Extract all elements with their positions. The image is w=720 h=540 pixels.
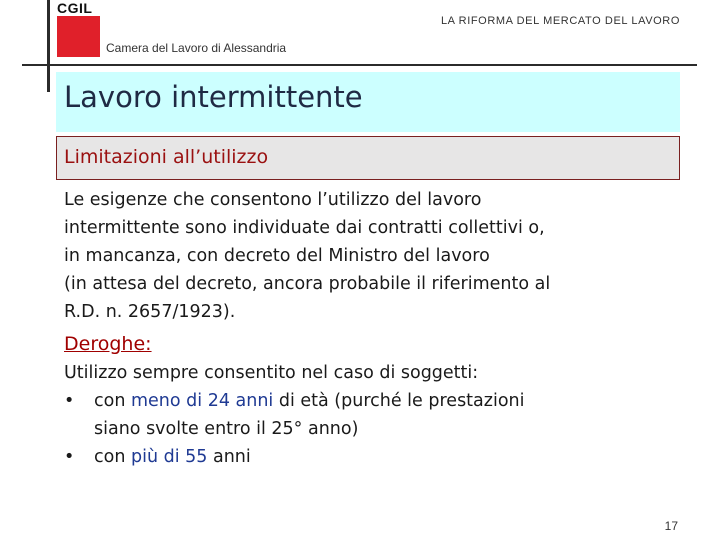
paragraph-line: R.D. n. 2657/1923).	[64, 302, 236, 322]
derogations-heading: Deroghe:	[64, 333, 152, 355]
slide-content	[64, 186, 684, 471]
logo-text: CGIL	[57, 0, 100, 16]
list-item	[64, 387, 684, 415]
bullet-icon: •	[64, 447, 75, 467]
bullet-text-post: di età (purché le prestazioni	[273, 391, 525, 411]
derogations-intro: Utilizzo sempre consentito nel caso di soggetti:	[64, 363, 479, 383]
list-item-continuation: siano svolte entro il 25° anno)	[94, 419, 359, 439]
slide-subtitle: Limitazioni all’utilizzo	[64, 146, 269, 168]
page-number: 17	[664, 519, 678, 533]
bullet-highlight: più di 55	[130, 447, 208, 467]
list-item	[64, 443, 684, 471]
series-title: LA RIFORMA DEL MERCATO DEL LAVORO	[440, 15, 680, 27]
bullet-highlight: meno di 24 anni	[130, 391, 274, 411]
paragraph-line: intermittente sono individuate dai contratti collettivi o,	[64, 218, 545, 238]
paragraph-line: (in attesa del decreto, ancora probabile il riferimento al	[64, 274, 551, 294]
org-name: Camera del Lavoro di Alessandria	[106, 41, 287, 55]
bullet-text-post: anni	[207, 447, 251, 467]
derogations-list	[64, 359, 684, 471]
paragraph-line: Le esigenze che consentono l’utilizzo del lavoro	[64, 190, 482, 210]
paragraph-line: in mancanza, con decreto del Ministro del lavoro	[64, 246, 490, 266]
header-horizontal-rule	[22, 64, 697, 66]
slide-title: Lavoro intermittente	[64, 80, 363, 114]
bullet-icon: •	[64, 391, 75, 411]
header-vertical-rule	[47, 0, 50, 92]
bullet-text-pre: con	[94, 447, 131, 467]
bullet-text-pre: con	[94, 391, 131, 411]
body-paragraph	[64, 186, 684, 326]
